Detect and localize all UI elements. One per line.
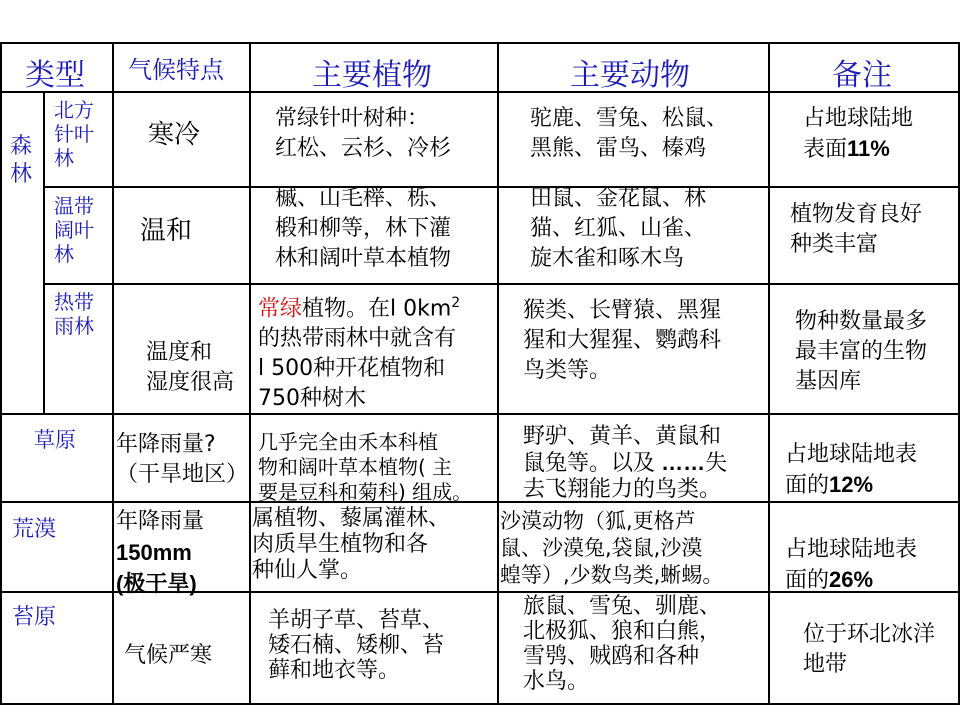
tropical-animals — [523, 296, 721, 386]
tropical-climate-line: 温度和 — [146, 340, 213, 365]
desert-climate-paren-close: ) — [189, 571, 197, 596]
tropical-plants-line — [258, 288, 460, 324]
desert-animals-line: 蝗等）,少数鸟类,蜥蜴。 — [500, 563, 724, 587]
grassland-plants-line: 物和阔叶草本植物( 主 — [258, 455, 453, 479]
temperate-name — [54, 194, 94, 266]
boreal-climate: 寒冷 — [148, 120, 201, 150]
boreal-name-line: 林 — [54, 146, 74, 170]
grassland-notes-value: 12% — [829, 472, 874, 497]
tundra-animals — [523, 594, 721, 694]
desert-climate — [116, 506, 204, 600]
desert-notes-line — [785, 565, 917, 596]
grassland-animals-line — [523, 450, 727, 477]
temperate-animals-line: 猫、红狐、山雀、 — [530, 216, 707, 241]
desert-notes — [785, 535, 917, 596]
desert-climate-paren-open: ( — [116, 571, 124, 596]
tundra-notes-line: 位于环北冰洋 — [803, 622, 936, 647]
tropical-name-line: 热带 — [54, 290, 94, 314]
grassland-notes-text: 面的 — [785, 473, 830, 498]
header-type: 类型 — [25, 58, 85, 93]
boreal-name — [54, 98, 94, 170]
tropical-animals-line: 猩和大猩猩、鹦鹉科 — [523, 328, 722, 353]
grassland-climate — [116, 430, 248, 490]
forest-label-char-1: 森 — [10, 134, 33, 159]
temperate-animals-line: 田鼠、金花鼠、林 — [530, 186, 707, 211]
header-plants: 主要植物 — [312, 58, 432, 93]
grassland-row-border — [0, 501, 960, 503]
tropical-notes-line: 最丰富的生物 — [795, 339, 928, 364]
temperate-row-border — [43, 283, 960, 285]
col-border-animals — [768, 42, 770, 705]
desert-plants-line: 种仙人掌。 — [252, 558, 363, 583]
tropical-plants-evergreen: 常绿 — [258, 296, 303, 322]
tundra-notes — [803, 620, 935, 680]
col-border-type — [112, 42, 114, 705]
temperate-notes-line: 植物发育良好 — [790, 202, 923, 227]
boreal-animals — [530, 104, 728, 164]
tundra-notes-line: 地带 — [803, 652, 848, 677]
col-border-left — [0, 42, 2, 705]
tropical-animals-line: 鸟类等。 — [523, 358, 612, 383]
col-border-climate — [249, 42, 251, 705]
tropical-name — [54, 290, 94, 338]
grassland-plants-line: 几乎完全由禾本科植 — [258, 430, 438, 454]
temperate-animals — [530, 184, 706, 274]
tundra-plants-line: 矮石楠、矮柳、苔 — [268, 633, 445, 658]
grassland-animals-ellipsis: …… — [655, 450, 706, 475]
boreal-plants-line: 红松、云杉、冷杉 — [275, 136, 452, 161]
header-animals: 主要动物 — [570, 58, 690, 93]
desert-animals — [500, 508, 723, 589]
forest-row-border — [0, 413, 960, 415]
grassland-name: 草原 — [34, 428, 76, 452]
col-border-forest-sub — [43, 91, 45, 415]
tropical-plants — [258, 288, 460, 414]
grassland-animals-text: 鼠兔等。以及 — [523, 451, 656, 476]
tundra-animals-line: 北极狐、狼和白熊， — [523, 619, 722, 644]
boreal-name-line: 针叶 — [54, 122, 94, 146]
desert-plants-line: 肉质旱生植物和各 — [252, 532, 429, 557]
desert-animals-line: 鼠、沙漠兔,袋鼠,沙漠 — [500, 536, 703, 560]
tundra-animals-line: 雪鸮、贼鸥和各种 — [523, 644, 700, 669]
boreal-row-border — [43, 186, 960, 188]
grassland-plants — [258, 430, 472, 505]
tundra-animals-line: 旅鼠、雪兔、驯鹿、 — [523, 594, 722, 619]
desert-notes-value: 26% — [829, 567, 874, 592]
temperate-plants-line: 林和阔叶草本植物 — [275, 246, 452, 271]
table-bottom-border — [0, 703, 960, 705]
boreal-animals-line: 黑熊、雷鸟、榛鸡 — [530, 136, 707, 161]
temperate-notes-line: 种类丰富 — [790, 232, 879, 257]
grassland-animals — [523, 424, 727, 503]
grassland-notes — [785, 440, 917, 501]
temperate-name-line: 阔叶 — [54, 218, 94, 242]
boreal-name-line: 北方 — [54, 98, 94, 122]
grassland-climate-line: （干旱地区） — [116, 462, 249, 487]
temperate-plants — [275, 184, 451, 274]
grassland-climate-line: 年降雨量? — [116, 432, 216, 457]
grassland-animals-end: 失 — [705, 451, 728, 476]
tundra-plants-line: 羊胡子草、苔草、 — [268, 608, 445, 633]
temperate-climate: 温和 — [140, 216, 193, 246]
grassland-plants-line: 要是豆科和菊科) 组成。 — [258, 480, 473, 504]
tropical-plants-line: 750种树木 — [258, 386, 366, 412]
tundra-name: 苔原 — [12, 605, 57, 630]
grassland-notes-line — [785, 470, 917, 501]
temperate-name-line: 温带 — [54, 194, 94, 218]
desert-notes-text: 面的 — [785, 568, 830, 593]
tundra-climate: 气候严寒 — [124, 643, 213, 668]
desert-animals-line: 沙漠动物（狐,更格芦 — [500, 509, 696, 533]
desert-name: 荒漠 — [12, 517, 57, 542]
tropical-climate — [146, 338, 234, 398]
tundra-plants — [268, 608, 444, 683]
tropical-plants-line1: 植物。在l 0km — [302, 296, 452, 322]
temperate-name-line: 林 — [54, 242, 74, 266]
temperate-notes — [790, 200, 922, 260]
tropical-plants-line: 的热带雨林中就含有 — [258, 326, 457, 352]
tundra-plants-line: 藓和地衣等。 — [268, 658, 401, 683]
tropical-notes-line: 物种数量最多 — [795, 309, 928, 334]
temperate-animals-line: 旋木雀和啄木鸟 — [530, 246, 685, 271]
boreal-notes-value: 11% — [847, 136, 890, 161]
tropical-animals-line: 猴类、长臂猿、黑猩 — [523, 298, 722, 323]
boreal-plants — [275, 104, 451, 164]
desert-notes-line: 占地球陆地表 — [785, 537, 918, 562]
grassland-animals-line: 野驴、黄羊、黄鼠和 — [523, 424, 722, 449]
col-border-plants — [497, 42, 499, 705]
temperate-plants-line: 槭、山毛榉、栎、 — [275, 186, 452, 211]
desert-climate-text: 极干旱 — [123, 571, 190, 596]
forest-label-char-2: 林 — [10, 162, 33, 187]
boreal-notes-text: 表面 — [803, 137, 848, 162]
temperate-plants-line: 椴和柳等，林下灌 — [275, 216, 452, 241]
boreal-notes-line — [803, 134, 913, 165]
desert-climate-rainfall: 150mm — [116, 540, 192, 565]
grassland-animals-line: 去飞翔能力的鸟类。 — [523, 477, 722, 502]
tropical-notes-line: 基因库 — [795, 369, 862, 394]
tropical-notes — [795, 307, 927, 397]
tropical-name-line: 雨林 — [54, 314, 94, 338]
grassland-notes-line: 占地球陆地表 — [785, 442, 918, 467]
header-climate: 气候特点 — [128, 56, 224, 84]
boreal-animals-line: 驼鹿、雪兔、松鼠、 — [530, 106, 729, 131]
boreal-notes-line: 占地球陆地 — [803, 106, 914, 131]
tropical-plants-line: l 500种开花植物和 — [258, 356, 446, 382]
header-notes: 备注 — [832, 58, 892, 93]
desert-climate-line: 年降雨量 — [116, 509, 205, 534]
table-top-border — [0, 42, 960, 44]
header-row-border — [0, 91, 960, 93]
tropical-plants-superscript: 2 — [451, 295, 461, 311]
desert-plants — [252, 506, 450, 584]
boreal-notes — [803, 104, 913, 165]
tundra-animals-line: 水鸟。 — [523, 669, 590, 694]
desert-plants-line: 属植物、藜属灌林、 — [252, 506, 451, 531]
forest-label — [10, 133, 32, 189]
desert-climate-line — [116, 568, 204, 600]
tropical-climate-line: 湿度很高 — [146, 370, 235, 395]
boreal-plants-line: 常绿针叶树种： — [275, 106, 430, 131]
